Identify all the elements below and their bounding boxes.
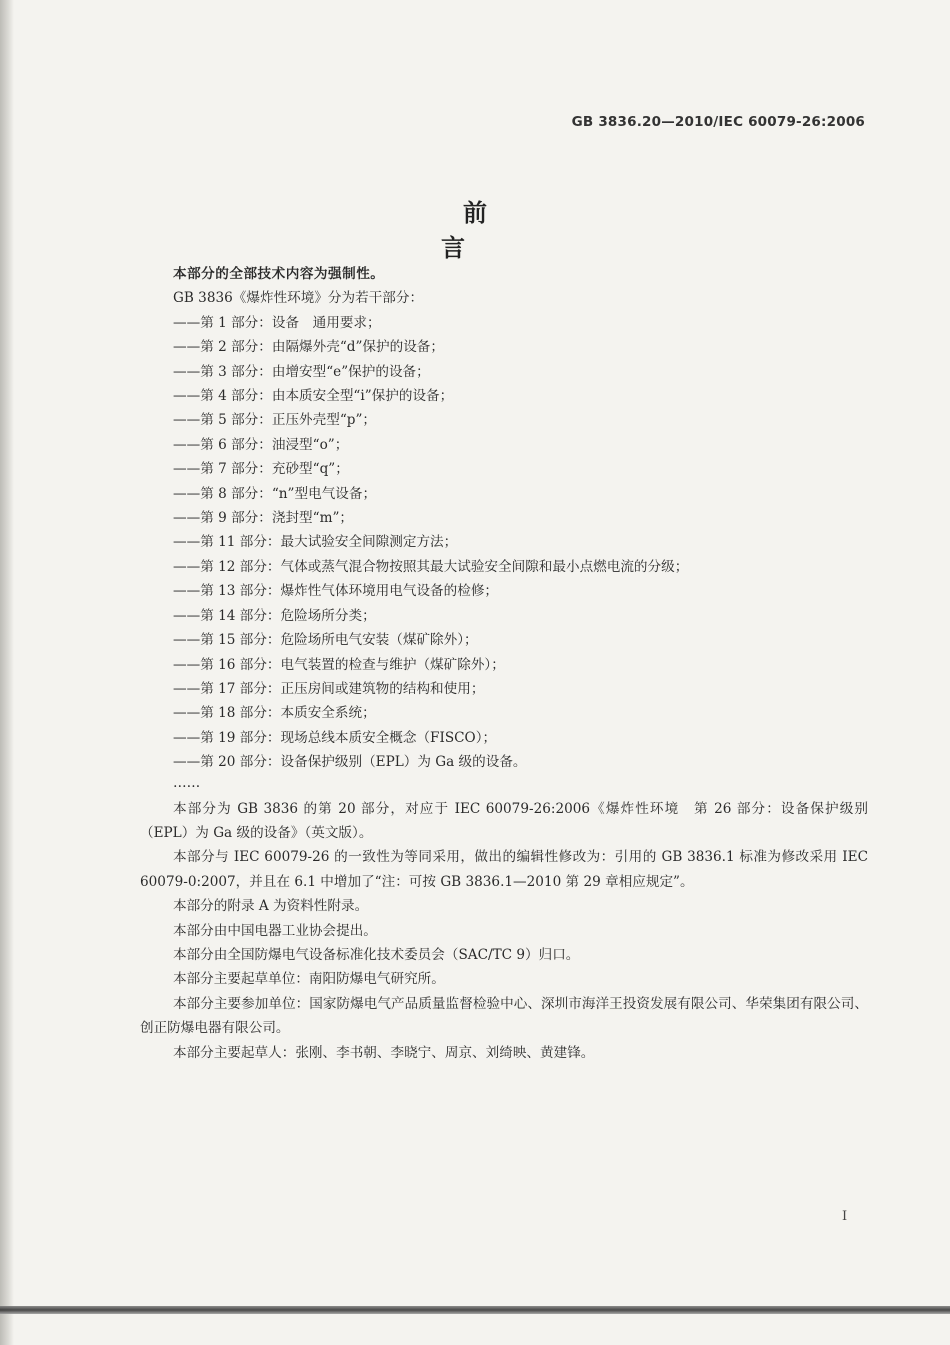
paragraph-correspondence: 本部分为 GB 3836 的第 20 部分，对应于 IEC 60079-26:2006《爆炸性环境 第 26 部分：设备保护级别（EPL）为 Ga 级的设备》（英文版）。 — [140, 800, 868, 841]
list-item: ——第 14 部分：危险场所分类； — [173, 607, 376, 624]
scan-bottom-edge — [0, 1306, 950, 1314]
paragraph-annex: 本部分的附录 A 为资料性附录。 — [173, 898, 369, 915]
parts-list — [140, 311, 868, 775]
series-intro: GB 3836《爆炸性环境》分为若干部分： — [173, 290, 424, 307]
scan-binding-edge — [0, 0, 14, 1345]
list-item: ——第 16 部分：电气装置的检查与维护（煤矿除外）； — [173, 656, 505, 673]
paragraph-proposer: 本部分由中国电器工业协会提出。 — [173, 922, 377, 939]
page-number: I — [842, 1209, 848, 1224]
list-item: ——第 8 部分：“n”型电气设备； — [173, 485, 377, 502]
list-item: ——第 3 部分：由增安型“e”保护的设备； — [173, 363, 430, 380]
list-item: ——第 12 部分：气体或蒸气混合物按照其最大试验安全间隙和最小点燃电流的分级； — [173, 558, 689, 575]
foreword-body — [140, 262, 868, 1065]
list-item: ——第 7 部分：充砂型“q”； — [173, 461, 349, 478]
list-item: ——第 11 部分：最大试验安全间隙测定方法； — [173, 534, 458, 551]
list-item: ——第 2 部分：由隔爆外壳“d”保护的设备； — [173, 339, 444, 356]
standard-code-header: GB 3836.20—2010/IEC 60079-26:2006 — [571, 114, 865, 130]
list-item: ——第 20 部分：设备保护级别（EPL）为 Ga 级的设备。 — [173, 754, 527, 771]
list-item: ——第 17 部分：正压房间或建筑物的结构和使用； — [173, 680, 485, 697]
list-item: ——第 5 部分：正压外壳型“p”； — [173, 412, 377, 429]
list-item: ——第 1 部分：设备 通用要求； — [173, 314, 381, 331]
list-item: ——第 9 部分：浇封型“m”； — [173, 510, 354, 527]
list-item: ——第 13 部分：爆炸性气体环境用电气设备的检修； — [173, 583, 499, 600]
list-item: ——第 6 部分：油浸型“o”； — [173, 436, 349, 453]
paragraph-committee: 本部分由全国防爆电气设备标准化技术委员会（SAC/TC 9）归口。 — [173, 946, 580, 963]
paragraph-drafting-unit: 本部分主要起草单位：南阳防爆电气研究所。 — [173, 971, 445, 988]
list-item: ——第 19 部分：现场总线本质安全概念（FISCO）； — [173, 729, 497, 746]
list-ellipsis: …… — [173, 774, 201, 791]
paragraph-modifications: 本部分与 IEC 60079-26 的一致性为等同采用，做出的编辑性修改为：引用的 GB 3836.1 标准为修改采用 IEC 60079-0:2007，并且在 6.1 中增加了“注：可按 GB 3836.1—2010 第 29 章相应规定”。 — [140, 849, 868, 890]
paragraph-drafters: 本部分主要起草人：张刚、李书朝、李晓宁、周京、刘绮映、黄建锋。 — [173, 1044, 595, 1061]
paragraph-participating-units: 本部分主要参加单位：国家防爆电气产品质量监督检验中心、深圳市海洋王投资发展有限公司、华荣集团有限公司、创正防爆电器有限公司。 — [140, 995, 868, 1037]
list-item: ——第 15 部分：危险场所电气安装（煤矿除外）； — [173, 632, 478, 649]
list-item: ——第 4 部分：由本质安全型“i”保护的设备； — [173, 388, 454, 405]
list-item: ——第 18 部分：本质安全系统； — [173, 705, 376, 722]
page-title: 前 言 — [441, 199, 531, 262]
mandatory-statement: 本部分的全部技术内容为强制性。 — [173, 266, 385, 282]
